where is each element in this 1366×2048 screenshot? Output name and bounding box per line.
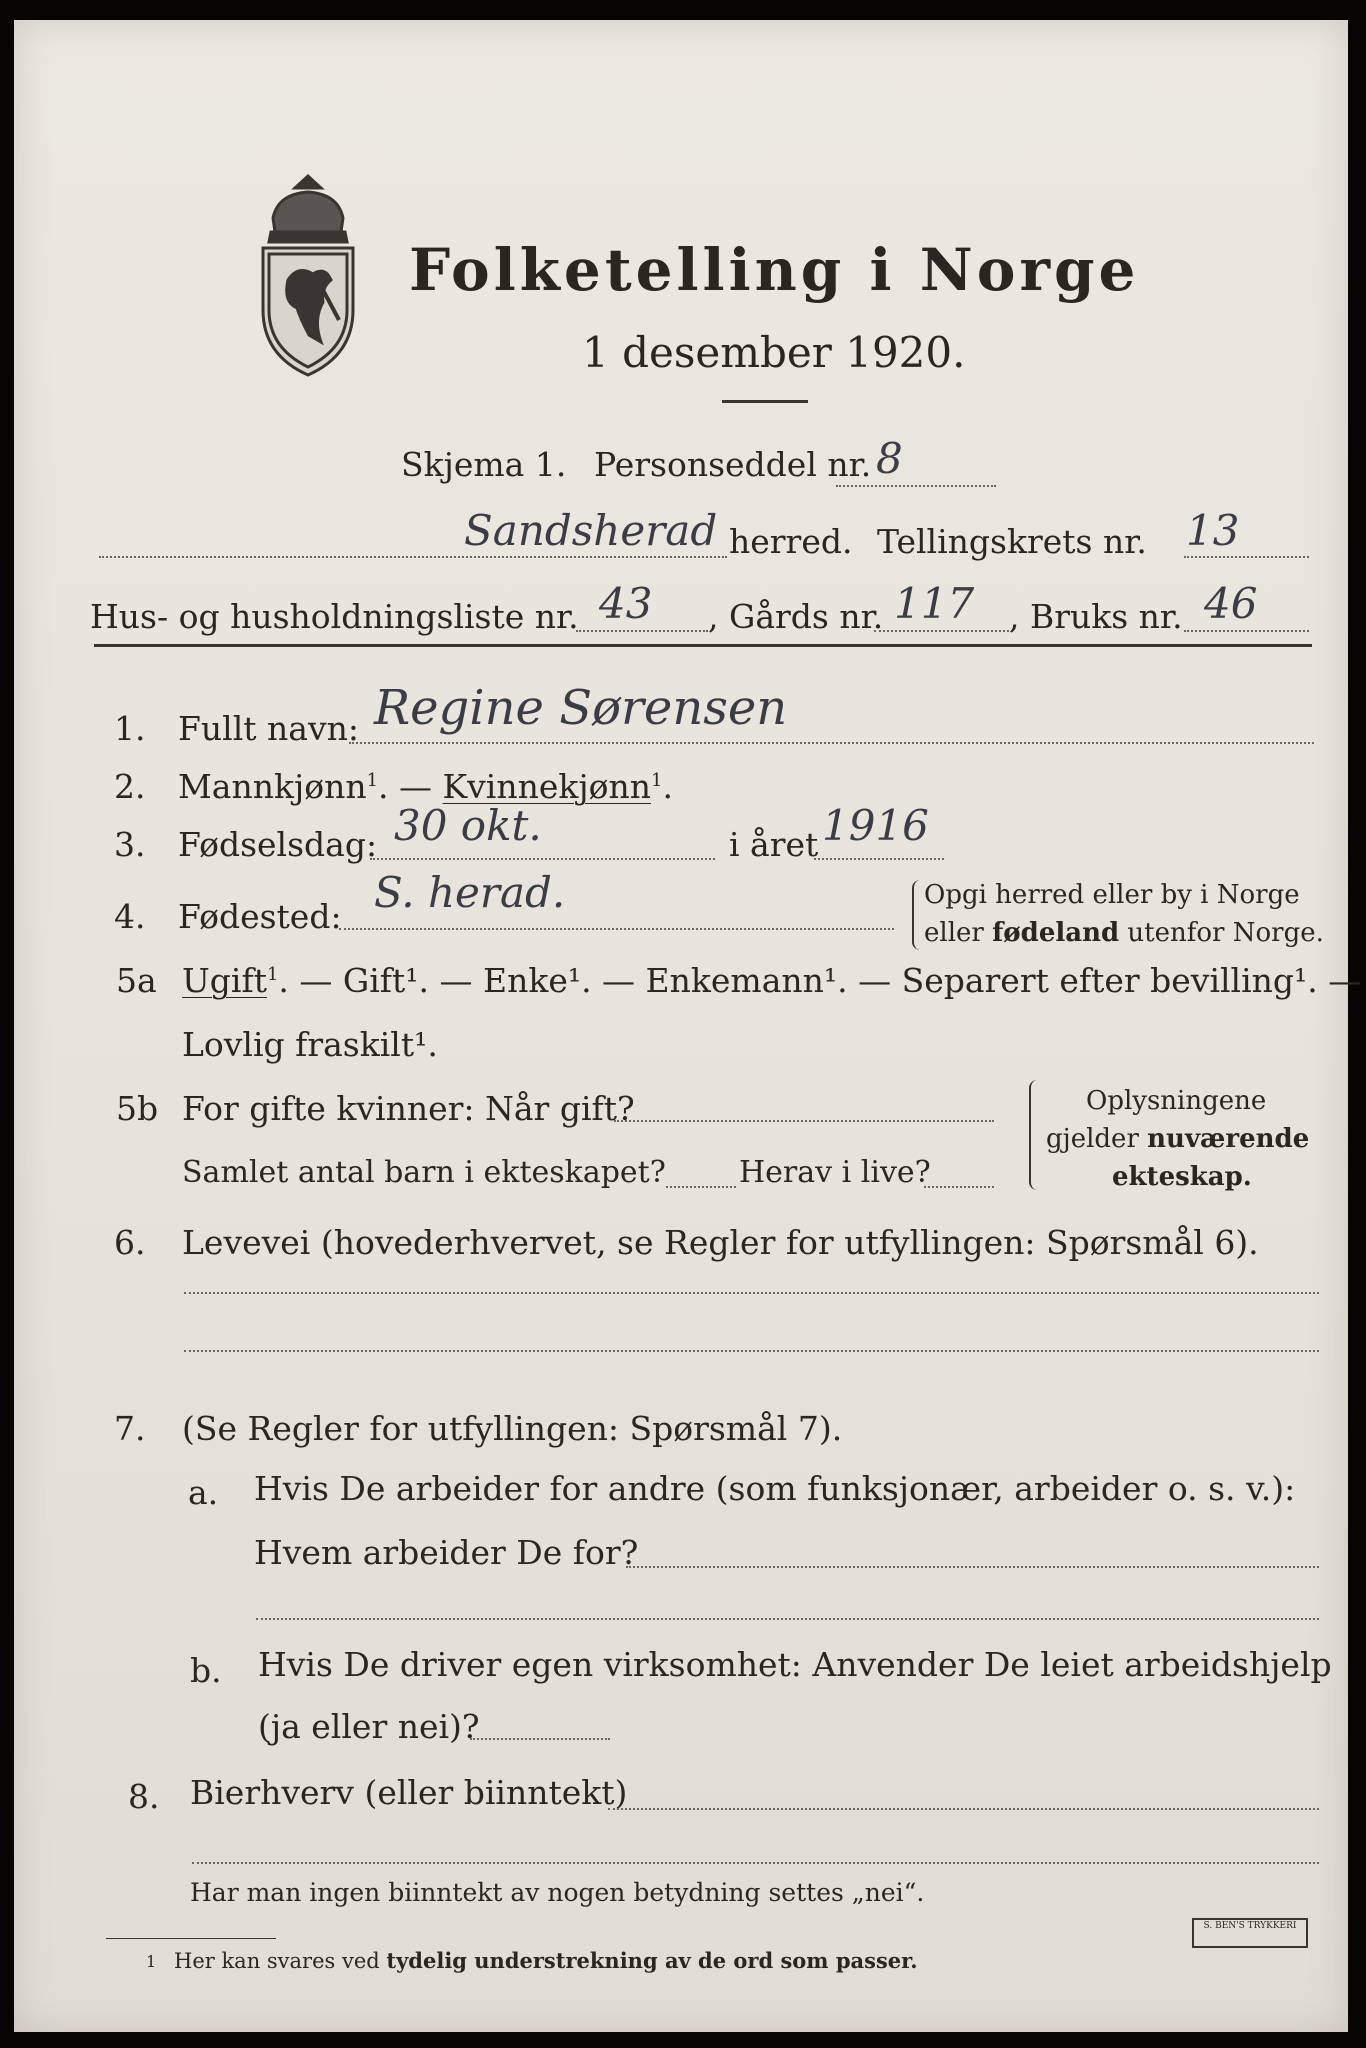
q6-number: 6. [114,1223,146,1262]
q1-value: Regine Sørensen [374,680,788,736]
footnote-text: Her kan svares ved tydelig understrekning av de ord som passer. [174,1948,918,1973]
herred-label: herred. [729,522,853,561]
q5b-alive-label: Herav i live? [739,1155,931,1190]
q2-mann: Mannkjønn [178,767,367,806]
q4-value: S. herad. [374,868,566,917]
schema-label: Skjema 1. [401,445,567,484]
bruks-label: , Bruks nr. [1009,597,1183,636]
q4-note-line1: Opgi herred eller by i Norge [924,880,1300,910]
tellingskrets-label: Tellingskrets nr. [877,522,1147,561]
q5a-line2: Lovlig fraskilt¹. [182,1025,438,1064]
bruks-value: 46 [1204,579,1258,628]
q5b-note-line3: ekteskap. [1112,1162,1252,1192]
q1-label: Fullt navn: [178,709,359,748]
q7b-number: b. [190,1651,222,1690]
q7-label: (Se Regler for utfyllingen: Spørsmål 7). [182,1409,843,1448]
q3-label: Fødselsdag: [178,825,378,864]
q7a-answer-line-1 [626,1566,1319,1568]
q7-number: 7. [114,1409,146,1448]
q5b-note-line1: Oplysningene [1086,1086,1267,1116]
q4-note-line2: eller fødeland utenfor Norge. [924,918,1324,948]
q7a-line2: Hvem arbeider De for? [254,1533,639,1572]
q3-year-value: 1916 [822,801,929,850]
form-title: Folketelling i Norge [409,236,1140,304]
coat-of-arms-icon [243,170,373,385]
q7b-answer-line [470,1738,610,1740]
tellingskrets-value: 13 [1186,506,1240,555]
q2-options: Mannkjønn$^1$. — Kvinnekjønn$^1$. [178,767,673,806]
husliste-line [576,630,708,632]
q8-line-2 [192,1862,1319,1864]
q3-number: 3. [114,825,146,864]
census-date: 1 desember 1920. [582,328,966,377]
q3-year-line [814,858,944,860]
q7b-line2: (ja eller nei)? [258,1707,480,1746]
biinntekt-note: Har man ingen biinntekt av nogen betydning settes „nei“. [190,1878,925,1907]
q5b-alive-line [924,1186,994,1188]
q5b-brace [1029,1080,1041,1190]
q7b-line1: Hvis De driver egen virksomhet: Anvender De leiet arbeidshjelp [258,1645,1332,1684]
footnote-rule [106,1938,276,1939]
q8-label: Bierhverv (eller biinntekt) [190,1773,628,1812]
gards-value: 117 [894,579,975,628]
q3-day-line [370,858,715,860]
q4-number: 4. [114,897,146,936]
q2-kvinne: Kvinnekjønn [442,767,652,806]
q5b-children-line [666,1186,736,1188]
q6-line-1 [184,1292,1319,1294]
q3-year-label: i året [729,825,819,864]
herred-line [99,556,727,558]
bruks-line [1184,630,1309,632]
gards-label: , Gårds nr. [708,597,884,636]
q5b-married-line [614,1120,994,1122]
q8-line-1 [608,1808,1319,1810]
q6-line-2 [184,1350,1319,1352]
q5b-number: 5b [116,1089,159,1128]
husliste-label: Hus- og husholdningsliste nr. [90,597,579,636]
gards-line [874,630,1009,632]
q5a-options: Ugift$^1$. — Gift¹. — Enke¹. — Enkemann¹. — Separert efter bevilling¹. — [182,961,1362,1000]
q4-label: Fødested: [178,897,342,936]
q5b-note-line2: gjelder nuværende [1046,1124,1310,1154]
header-divider [94,644,1312,647]
footnote-mark: 1 [146,1952,157,1971]
q4-brace [912,880,922,950]
q1-number: 1. [114,709,146,748]
printer-stamp: S. BEN'S TRYKKERI [1192,1918,1308,1948]
q5a-number: 5a [116,961,157,1000]
tellingskrets-line [1184,556,1309,558]
q7a-answer-line-2 [256,1618,1319,1620]
q5a-ugift: Ugift [182,961,267,1000]
q7a-number: a. [188,1473,219,1512]
q1-line [349,742,1314,744]
q3-day-value: 30 okt. [394,801,542,850]
census-form-page [14,20,1362,2032]
personseddel-value: 8 [876,434,903,483]
husliste-value: 43 [599,579,653,628]
q5b-children-label: Samlet antal barn i ekteskapet? [182,1155,666,1190]
q4-line [339,928,894,930]
q2-number: 2. [114,767,146,806]
herred-value: Sandsherad [464,506,718,555]
q5b-label: For gifte kvinner: Når gift? [182,1089,635,1128]
q7a-line1: Hvis De arbeider for andre (som funksjonær, arbeider o. s. v.): [254,1469,1296,1508]
personseddel-label: Personseddel nr. [594,445,872,484]
personseddel-line [836,485,996,487]
q8-number: 8. [128,1777,160,1816]
q6-label: Levevei (hovederhvervet, se Regler for utfyllingen: Spørsmål 6). [182,1223,1259,1262]
title-rule [722,400,808,403]
